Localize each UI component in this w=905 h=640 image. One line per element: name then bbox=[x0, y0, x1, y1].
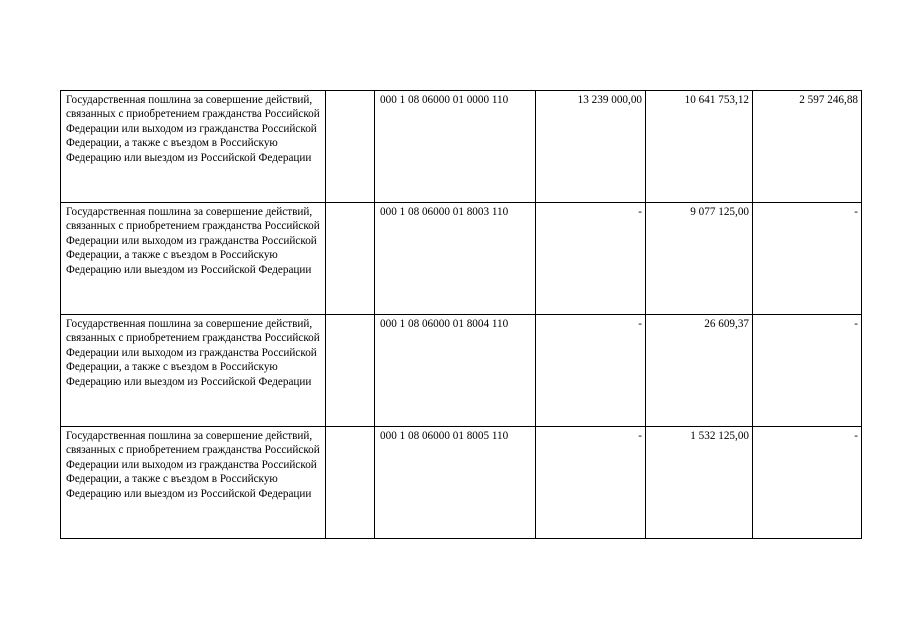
empty-cell bbox=[326, 315, 375, 427]
executed-amount-cell: 10 641 753,12 bbox=[646, 91, 753, 203]
budget-code-cell: 000 1 08 06000 01 8004 110 bbox=[375, 315, 536, 427]
budget-code-cell: 000 1 08 06000 01 8005 110 bbox=[375, 427, 536, 539]
income-name-cell: Государственная пошлина за совершение действий, связанных с приобретением гражданства Российской Федерации или выходом из гражданства Российской Федерации, а также с въездом в Российскую Федерацию или выездом из Российской Федерации bbox=[61, 315, 326, 427]
approved-amount-cell: 13 239 000,00 bbox=[536, 91, 646, 203]
remaining-amount-cell: - bbox=[753, 203, 862, 315]
executed-amount-cell: 9 077 125,00 bbox=[646, 203, 753, 315]
remaining-amount-cell: - bbox=[753, 315, 862, 427]
approved-amount-cell: - bbox=[536, 203, 646, 315]
budget-code-cell: 000 1 08 06000 01 0000 110 bbox=[375, 91, 536, 203]
table-row bbox=[61, 315, 862, 427]
empty-cell bbox=[326, 427, 375, 539]
income-name-cell: Государственная пошлина за совершение действий, связанных с приобретением гражданства Российской Федерации или выходом из гражданства Российской Федерации, а также с въездом в Российскую Федерацию или выездом из Российской Федерации bbox=[61, 203, 326, 315]
table-row bbox=[61, 427, 862, 539]
remaining-amount-cell: 2 597 246,88 bbox=[753, 91, 862, 203]
revenue-table bbox=[60, 90, 862, 539]
budget-code-cell: 000 1 08 06000 01 8003 110 bbox=[375, 203, 536, 315]
empty-cell bbox=[326, 203, 375, 315]
executed-amount-cell: 26 609,37 bbox=[646, 315, 753, 427]
income-name-cell: Государственная пошлина за совершение действий, связанных с приобретением гражданства Российской Федерации или выходом из гражданства Российской Федерации, а также с въездом в Российскую Федерацию или выездом из Российской Федерации bbox=[61, 91, 326, 203]
remaining-amount-cell: - bbox=[753, 427, 862, 539]
table-row bbox=[61, 91, 862, 203]
approved-amount-cell: - bbox=[536, 315, 646, 427]
income-name-cell: Государственная пошлина за совершение действий, связанных с приобретением гражданства Российской Федерации или выходом из гражданства Российской Федерации, а также с въездом в Российскую Федерацию или выездом из Российской Федерации bbox=[61, 427, 326, 539]
approved-amount-cell: - bbox=[536, 427, 646, 539]
empty-cell bbox=[326, 91, 375, 203]
table-row bbox=[61, 203, 862, 315]
executed-amount-cell: 1 532 125,00 bbox=[646, 427, 753, 539]
